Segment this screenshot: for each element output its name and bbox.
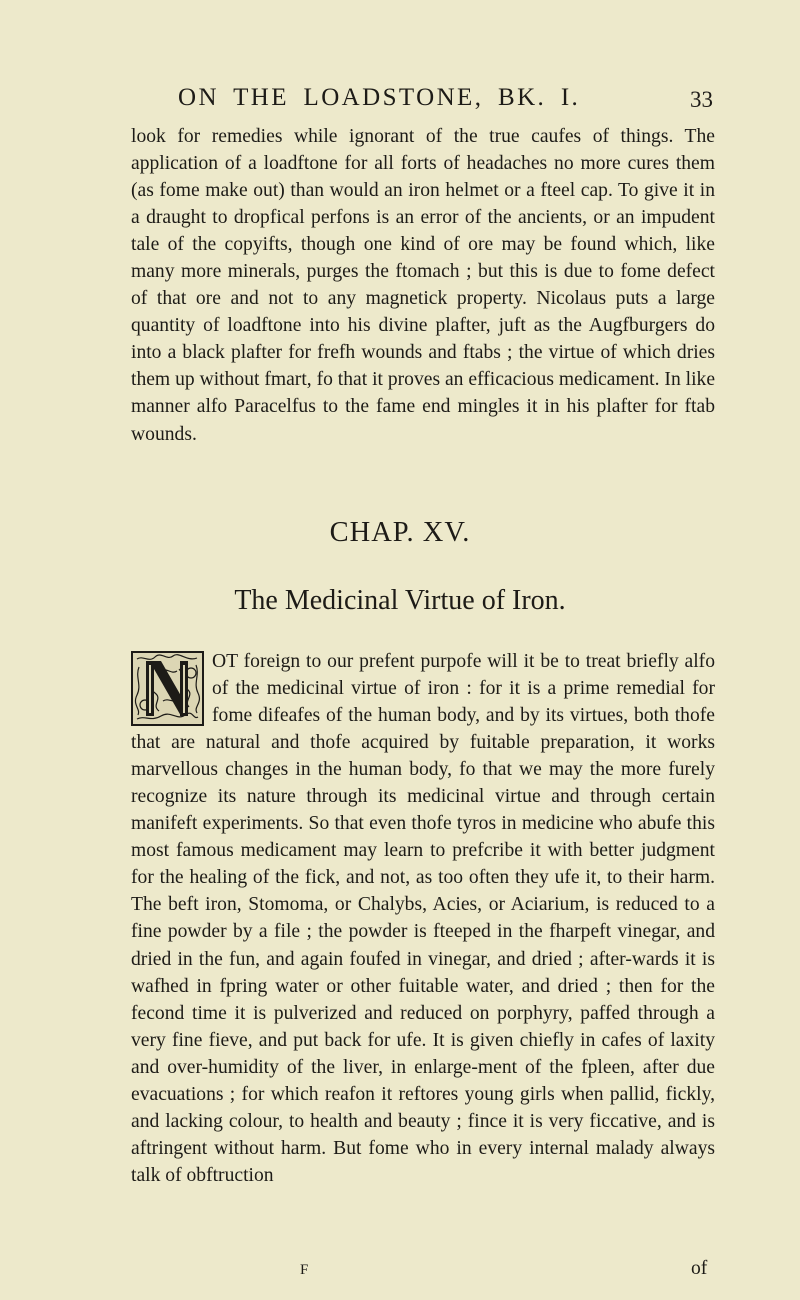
ornamental-initial-n-icon	[131, 651, 204, 726]
paragraph-2	[131, 648, 715, 1189]
running-head: ON THE LOADSTONE, BK. I.	[178, 84, 581, 111]
catchword: of	[691, 1258, 708, 1279]
paragraph-1: look for remedies while ignorant of the true caufes of things. The application of a loadftone for all forts of headaches no more cures them (as fome make out) than would an iron helmet or a fteel cap. To give it in a draught to dropfical perfons is an error of the ancients, or an impudent tale of the copyifts, though one kind of ore may be found which, like many more minerals, purges the ftomach ; but this is due to fome defect of that ore and not to any magnetick property. Nicolaus puts a large quantity of loadftone into his divine plafter, juft as the Augfburgers do into a black plafter for frefh wounds and ftabs ; the virtue of which dries them up without fmart, fo that it proves an efficacious medicament. In like manner alfo Paracelfus to the fame end mingles it in his plafter for ftab wounds.	[131, 126, 716, 445]
chapter-title: The Medicinal Virtue of Iron.	[234, 585, 566, 616]
chapter-number: CHAP. XV.	[329, 517, 471, 548]
paragraph-2-text: OT foreign to our prefent purpofe will it be to treat briefly alfo of the medicinal virtue of iron : for it is a prime remedial for fome difeafes of the human body, and by its virtues, both thofe that are natural and thofe acquired by fuitable preparation, it works marvellous changes in the human body, fo that we may the more furely recognize its nature through its medicinal virtue and through certain manifeft experiments. So that even thofe tyros in medicine who abufe this most famous medicament may learn to prefcribe it with better judgment for the healing of the fick, and not, as too often they ufe it, to their harm. The beft iron, Stomoma, or Chalybs, Acies, or Aciarium, is reduced to a fine powder by a file ; the powder is fteeped in the fharpeft vinegar, and dried in the fun, and again foufed in vinegar, and dried ; after-wards it is wafhed in fpring water or other fuitable water, and dried ; then for the fecond time it is pulverized and reduced on porphyry, paffed through a very fine fieve, and put back for ufe. It is given chiefly in cafes of laxity and over-humidity of the liver, in enlarge-ment of the fpleen, after due evacuations ; for which reafon it reftores young girls when pallid, fickly, and lacking colour, to health and beauty ; fince it is very ficcative, and is aftringent without harm. But fome who in every internal malady always talk of obftruction	[131, 651, 715, 1186]
signature-mark: F	[300, 1262, 310, 1278]
page-number: 33	[690, 87, 713, 112]
